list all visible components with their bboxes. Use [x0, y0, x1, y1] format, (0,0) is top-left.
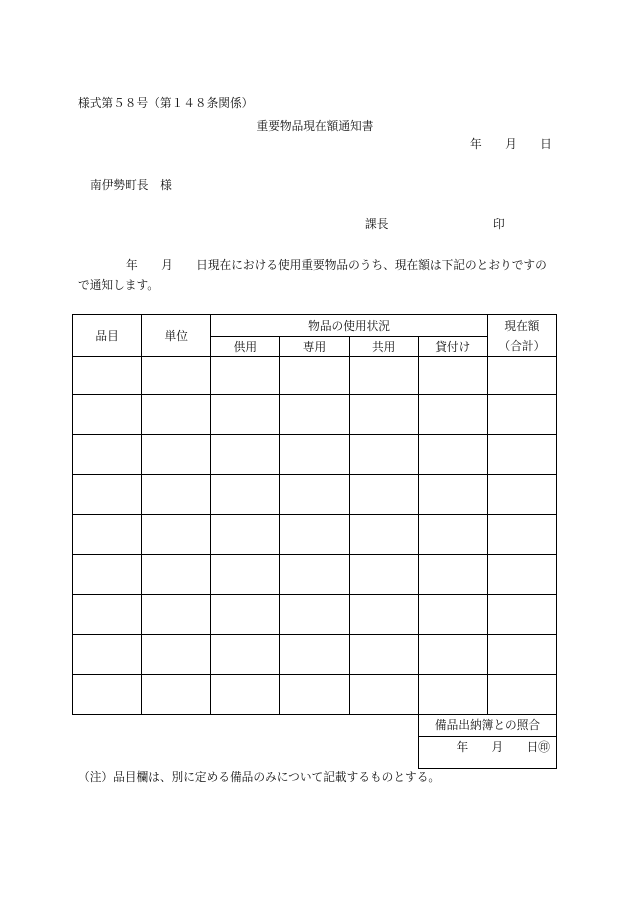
table-header-row: [73, 315, 557, 337]
cell-shared-use: [349, 515, 418, 555]
footnote: （注）品目欄は、別に定める備品のみについて記載するものとする。: [78, 770, 441, 784]
header-supply-use: 供用: [211, 337, 280, 357]
header-current-amount-sub: （合計）: [498, 338, 546, 353]
table-row: [73, 515, 557, 555]
cell-item: [73, 595, 142, 635]
cell-exclusive-use: [280, 357, 349, 395]
cell-lending: [418, 555, 487, 595]
cell-item: [73, 395, 142, 435]
cell-current-amount: [487, 515, 556, 555]
ledger-check-date: 年 月 日㊞: [456, 740, 550, 754]
cell-exclusive-use: [280, 475, 349, 515]
cell-unit: [142, 435, 211, 475]
cell-supply-use: [211, 395, 280, 435]
cell-lending: [418, 395, 487, 435]
table-row: [73, 635, 557, 675]
cell-current-amount: [487, 675, 556, 715]
cell-lending: [418, 475, 487, 515]
cell-exclusive-use: [280, 435, 349, 475]
table-row: [73, 675, 557, 715]
cell-supply-use: [211, 595, 280, 635]
table-row: [73, 555, 557, 595]
cell-current-amount: [487, 595, 556, 635]
cell-item: [73, 515, 142, 555]
cell-exclusive-use: [280, 635, 349, 675]
notice-text-line1: 年 月 日現在における使用重要物品のうち、現在額は下記のとおりですの: [126, 258, 547, 272]
cell-unit: [142, 475, 211, 515]
sender-title: 課長: [365, 217, 389, 231]
header-shared-use: 共用: [349, 337, 418, 357]
cell-item: [73, 555, 142, 595]
cell-current-amount: [487, 395, 556, 435]
cell-shared-use: [349, 395, 418, 435]
cell-current-amount: [487, 357, 556, 395]
cell-exclusive-use: [280, 675, 349, 715]
header-lending: 貸付け: [418, 337, 487, 357]
cell-exclusive-use: [280, 395, 349, 435]
cell-unit: [142, 357, 211, 395]
cell-unit: [142, 555, 211, 595]
cell-exclusive-use: [280, 595, 349, 635]
cell-supply-use: [211, 635, 280, 675]
cell-item: [73, 675, 142, 715]
header-exclusive-use: 専用: [280, 337, 349, 357]
table-row: [73, 475, 557, 515]
cell-lending: [418, 515, 487, 555]
cell-shared-use: [349, 475, 418, 515]
cell-supply-use: [211, 675, 280, 715]
header-usage-status: 物品の使用状況: [211, 315, 488, 337]
cell-lending: [418, 435, 487, 475]
header-item: 品目: [73, 315, 142, 357]
cell-unit: [142, 515, 211, 555]
ledger-check-box: [418, 714, 557, 769]
inventory-table: [72, 314, 557, 715]
cell-supply-use: [211, 357, 280, 395]
issue-date: 年 月 日: [470, 137, 552, 151]
cell-exclusive-use: [280, 515, 349, 555]
notice-text-line2: で通知します。: [78, 278, 159, 292]
cell-current-amount: [487, 435, 556, 475]
cell-exclusive-use: [280, 555, 349, 595]
header-current-amount: [487, 315, 556, 357]
cell-item: [73, 357, 142, 395]
cell-unit: [142, 675, 211, 715]
cell-item: [73, 435, 142, 475]
cell-lending: [418, 635, 487, 675]
table-row: [73, 435, 557, 475]
cell-unit: [142, 595, 211, 635]
cell-shared-use: [349, 635, 418, 675]
cell-unit: [142, 395, 211, 435]
cell-supply-use: [211, 515, 280, 555]
cell-item: [73, 475, 142, 515]
addressee: 南伊勢町長 様: [90, 178, 172, 192]
header-current-amount-label: 現在額: [504, 318, 540, 333]
cell-lending: [418, 357, 487, 395]
header-unit: 単位: [142, 315, 211, 357]
cell-supply-use: [211, 475, 280, 515]
cell-current-amount: [487, 555, 556, 595]
cell-shared-use: [349, 675, 418, 715]
cell-item: [73, 635, 142, 675]
cell-shared-use: [349, 595, 418, 635]
seal-label: 印: [493, 217, 505, 231]
table-row: [73, 357, 557, 395]
cell-supply-use: [211, 555, 280, 595]
cell-supply-use: [211, 435, 280, 475]
cell-shared-use: [349, 357, 418, 395]
cell-unit: [142, 635, 211, 675]
cell-current-amount: [487, 635, 556, 675]
ledger-check-label: 備品出納簿との照合: [419, 715, 556, 737]
document-title: 重要物品現在額通知書: [256, 119, 374, 133]
form-number: 様式第５８号（第１４８条関係）: [78, 96, 254, 110]
cell-lending: [418, 675, 487, 715]
table-row: [73, 595, 557, 635]
cell-shared-use: [349, 435, 418, 475]
cell-lending: [418, 595, 487, 635]
cell-current-amount: [487, 475, 556, 515]
table-row: [73, 395, 557, 435]
cell-shared-use: [349, 555, 418, 595]
